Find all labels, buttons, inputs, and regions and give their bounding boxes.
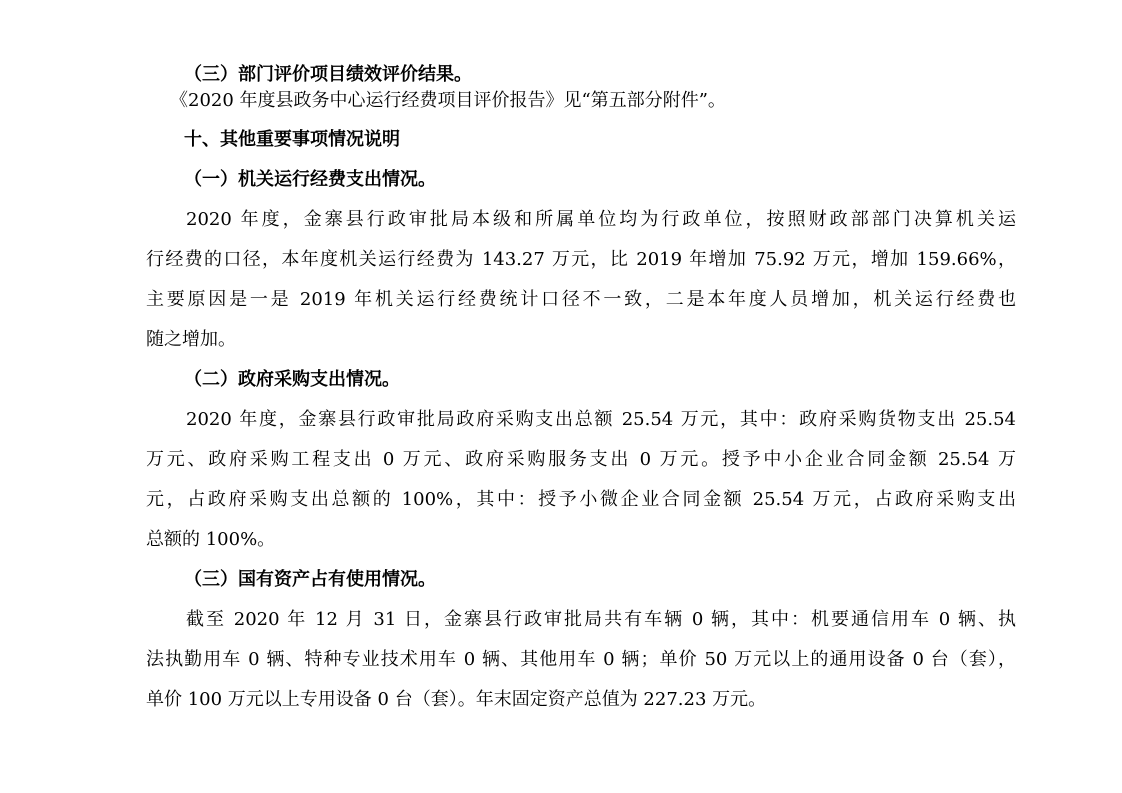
sub1-heading: （一）机关运行经费支出情况。 xyxy=(184,169,436,190)
sub2-heading: （二）政府采购支出情况。 xyxy=(184,369,400,390)
section3-eval-text: 《2020 年度县政务中心运行经费项目评价报告》见“第五部分附件”。 xyxy=(170,90,726,111)
sub2-line-2: 万元、政府采购工程支出 0 万元、政府采购服务支出 0 万元。授予中小企业合同金额 25.54 万 xyxy=(146,449,1016,470)
sub1-line-2: 行经费的口径，本年度机关运行经费为 143.27 万元，比 2019 年增加 75.92 万元，增加 159.66%， xyxy=(146,249,1016,270)
section10-heading: 十、其他重要事项情况说明 xyxy=(184,129,400,150)
sub3-line-3: 单价 100 万元以上专用设备 0 台（套）。年末固定资产总值为 227.23 万元。 xyxy=(146,689,767,710)
sub2-line-1: 2020 年度，金寨县行政审批局政府采购支出总额 25.54 万元，其中：政府采购货物支出 25.54 xyxy=(186,409,1016,430)
sub3-line-1: 截至 2020 年 12 月 31 日，金寨县行政审批局共有车辆 0 辆，其中：机要通信用车 0 辆、执 xyxy=(186,609,1016,630)
sub3-heading: （三）国有资产占有使用情况。 xyxy=(184,569,436,590)
sub1-line-3: 主要原因是一是 2019 年机关运行经费统计口径不一致，二是本年度人员增加，机关运行经费也 xyxy=(146,289,1016,310)
sub2-line-4: 总额的 100%。 xyxy=(146,529,276,550)
sub2-line-3: 元，占政府采购支出总额的 100%，其中：授予小微企业合同金额 25.54 万元，占政府采购支出 xyxy=(146,489,1016,510)
sub1-line-1: 2020 年度，金寨县行政审批局本级和所属单位均为行政单位，按照财政部部门决算机关运 xyxy=(186,209,1016,230)
sub3-line-2: 法执勤用车 0 辆、特种专业技术用车 0 辆、其他用车 0 辆；单价 50 万元以上的通用设备 0 台（套）， xyxy=(146,649,1016,670)
sub1-line-4: 随之增加。 xyxy=(146,329,236,350)
section3-eval-heading: （三）部门评价项目绩效评价结果。 xyxy=(184,64,472,85)
